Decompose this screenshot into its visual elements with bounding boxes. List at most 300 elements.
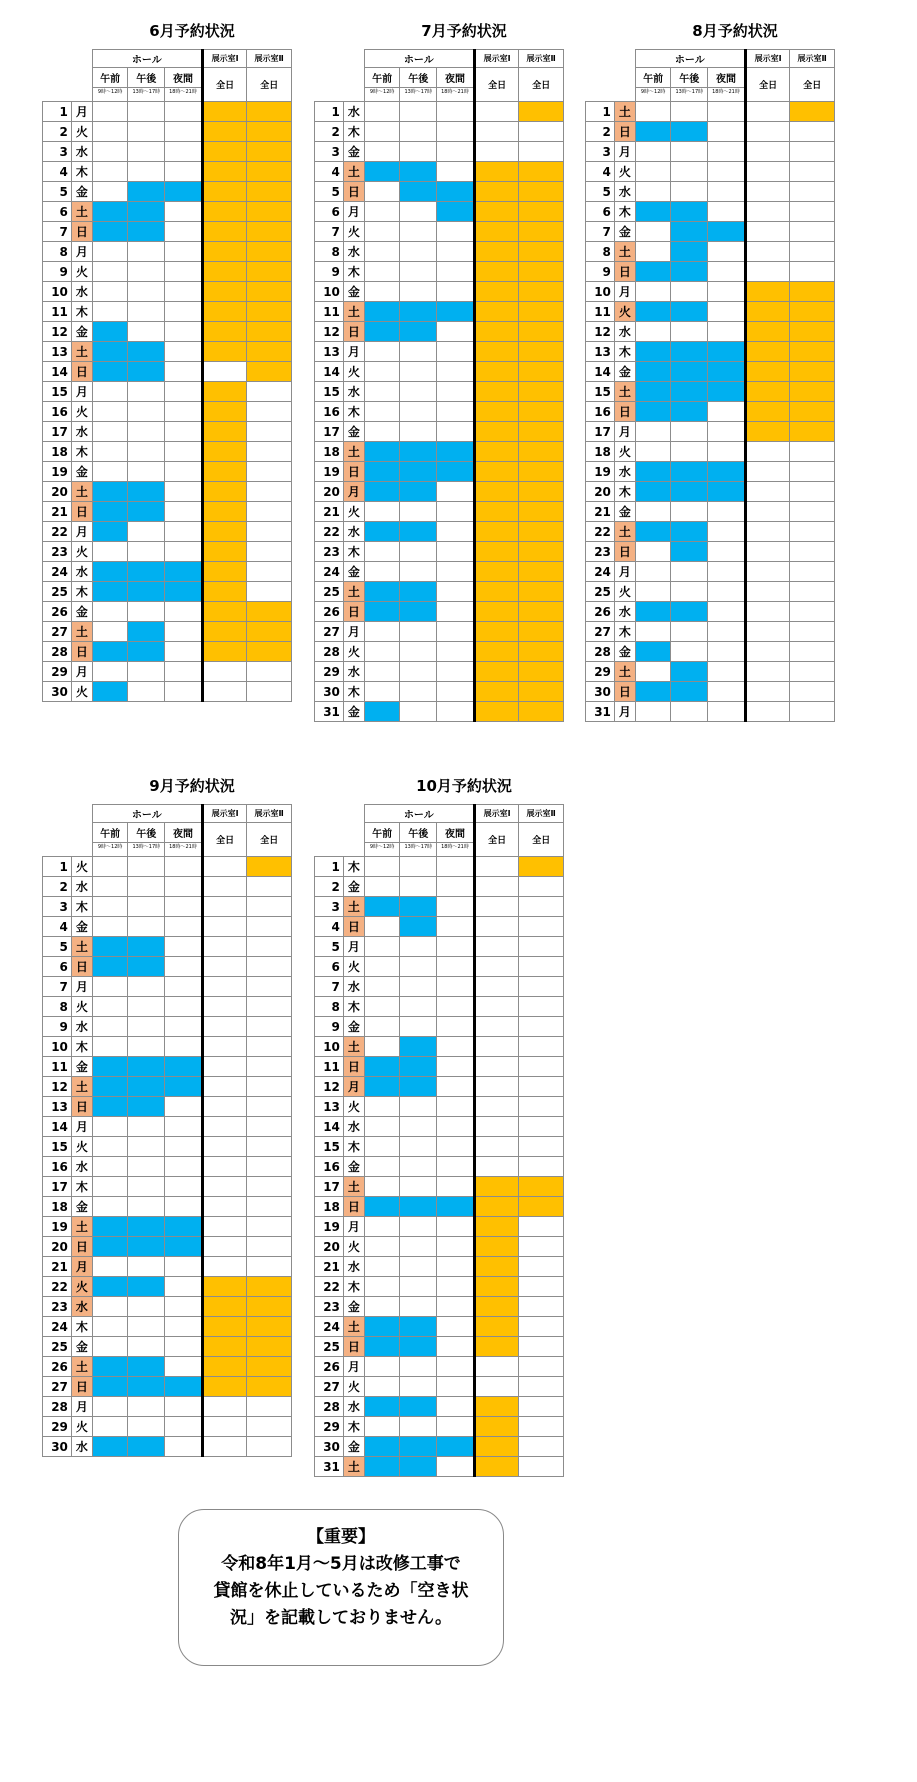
slot-morning xyxy=(364,1177,400,1197)
slot-morning xyxy=(92,1037,128,1057)
slot-afternoon xyxy=(400,102,437,122)
day-row xyxy=(315,442,564,462)
day-number: 8 xyxy=(43,997,72,1017)
slot-morning xyxy=(92,857,128,877)
slot-exhibit-1 xyxy=(202,442,247,462)
day-row xyxy=(43,877,292,897)
slot-afternoon xyxy=(400,542,437,562)
slot-afternoon xyxy=(671,602,708,622)
slot-exhibit-2 xyxy=(790,542,835,562)
day-weekday: 金 xyxy=(71,1337,92,1357)
slot-night xyxy=(165,1177,203,1197)
day-number: 16 xyxy=(315,402,344,422)
slot-afternoon xyxy=(128,662,165,682)
slot-morning xyxy=(92,302,128,322)
day-weekday: 木 xyxy=(343,997,364,1017)
day-row xyxy=(43,1217,292,1237)
slot-exhibit-1 xyxy=(474,682,519,702)
day-weekday: 土 xyxy=(343,162,364,182)
slot-exhibit-2 xyxy=(247,502,292,522)
day-weekday: 水 xyxy=(343,1117,364,1137)
day-row xyxy=(586,422,835,442)
slot-afternoon xyxy=(128,1357,165,1377)
slot-exhibit-1 xyxy=(474,382,519,402)
slot-night xyxy=(708,442,746,462)
day-number: 19 xyxy=(43,1217,72,1237)
slot-morning xyxy=(92,662,128,682)
header-afternoon: 午後 xyxy=(400,68,437,88)
slot-afternoon xyxy=(671,342,708,362)
slot-afternoon xyxy=(128,522,165,542)
slot-exhibit-2 xyxy=(519,542,564,562)
day-weekday: 木 xyxy=(614,622,635,642)
slot-night xyxy=(165,642,203,662)
day-row xyxy=(586,362,835,382)
day-row xyxy=(315,857,564,877)
slot-exhibit-1 xyxy=(745,202,790,222)
day-row xyxy=(43,1017,292,1037)
slot-exhibit-2 xyxy=(519,1277,564,1297)
day-number: 29 xyxy=(315,1417,344,1437)
day-row xyxy=(586,602,835,622)
day-weekday: 土 xyxy=(343,1317,364,1337)
day-number: 21 xyxy=(43,502,72,522)
day-weekday: 水 xyxy=(343,242,364,262)
slot-exhibit-2 xyxy=(519,262,564,282)
slot-morning xyxy=(364,242,400,262)
header-night: 夜間 xyxy=(437,68,475,88)
slot-exhibit-2 xyxy=(519,342,564,362)
slot-afternoon xyxy=(128,502,165,522)
day-row xyxy=(586,462,835,482)
slot-exhibit-1 xyxy=(474,542,519,562)
slot-exhibit-1 xyxy=(202,877,247,897)
calendar-august xyxy=(585,20,835,722)
slot-night xyxy=(437,1237,475,1257)
slot-night xyxy=(165,1357,203,1377)
slot-morning xyxy=(92,322,128,342)
day-row xyxy=(586,522,835,542)
slot-night xyxy=(708,642,746,662)
day-number: 15 xyxy=(315,382,344,402)
slot-night xyxy=(437,1357,475,1377)
slot-night xyxy=(708,282,746,302)
day-number: 4 xyxy=(43,917,72,937)
slot-morning xyxy=(635,562,671,582)
slot-morning xyxy=(364,302,400,322)
day-row xyxy=(43,1177,292,1197)
slot-exhibit-2 xyxy=(519,997,564,1017)
day-row xyxy=(43,1257,292,1277)
slot-exhibit-2 xyxy=(790,502,835,522)
slot-morning xyxy=(92,422,128,442)
day-number: 31 xyxy=(315,1457,344,1477)
slot-afternoon xyxy=(128,322,165,342)
day-row xyxy=(315,262,564,282)
day-row xyxy=(315,702,564,722)
reservation-table xyxy=(314,804,564,1477)
slot-exhibit-1 xyxy=(202,682,247,702)
slot-exhibit-2 xyxy=(247,957,292,977)
slot-afternoon xyxy=(400,1117,437,1137)
slot-morning xyxy=(92,917,128,937)
slot-exhibit-2 xyxy=(247,282,292,302)
day-weekday: 日 xyxy=(71,1097,92,1117)
day-row xyxy=(43,917,292,937)
slot-morning xyxy=(364,602,400,622)
slot-exhibit-2 xyxy=(790,702,835,722)
day-weekday: 金 xyxy=(343,142,364,162)
day-number: 4 xyxy=(315,917,344,937)
day-number: 10 xyxy=(315,1037,344,1057)
day-weekday: 金 xyxy=(343,282,364,302)
slot-afternoon xyxy=(400,482,437,502)
day-row xyxy=(315,977,564,997)
slot-exhibit-1 xyxy=(202,182,247,202)
slot-exhibit-2 xyxy=(790,322,835,342)
slot-morning xyxy=(635,682,671,702)
slot-night xyxy=(165,897,203,917)
slot-night xyxy=(708,242,746,262)
slot-night xyxy=(437,342,475,362)
slot-afternoon xyxy=(400,957,437,977)
day-number: 26 xyxy=(315,1357,344,1377)
slot-exhibit-1 xyxy=(474,642,519,662)
slot-afternoon xyxy=(400,1237,437,1257)
slot-exhibit-1 xyxy=(474,1377,519,1397)
slot-night xyxy=(437,462,475,482)
slot-night xyxy=(165,1057,203,1077)
slot-night xyxy=(165,122,203,142)
day-number: 6 xyxy=(586,202,615,222)
day-number: 3 xyxy=(43,897,72,917)
day-weekday: 土 xyxy=(71,1217,92,1237)
slot-night xyxy=(437,1097,475,1117)
slot-afternoon xyxy=(128,937,165,957)
slot-morning xyxy=(364,382,400,402)
slot-night xyxy=(437,362,475,382)
day-row xyxy=(43,1117,292,1137)
header-afternoon-time: 13時〜17時 xyxy=(400,88,437,102)
day-number: 5 xyxy=(43,182,72,202)
day-row xyxy=(43,1377,292,1397)
day-number: 23 xyxy=(315,1297,344,1317)
slot-exhibit-2 xyxy=(247,1137,292,1157)
slot-afternoon xyxy=(671,582,708,602)
slot-exhibit-1 xyxy=(202,1197,247,1217)
slot-exhibit-1 xyxy=(474,1277,519,1297)
day-number: 13 xyxy=(43,1097,72,1117)
day-row xyxy=(315,242,564,262)
header-hall: ホール xyxy=(92,805,202,823)
slot-afternoon xyxy=(400,302,437,322)
slot-exhibit-2 xyxy=(247,937,292,957)
day-number: 17 xyxy=(43,422,72,442)
day-number: 23 xyxy=(315,542,344,562)
slot-morning xyxy=(364,1437,400,1457)
slot-exhibit-1 xyxy=(474,122,519,142)
day-row xyxy=(43,302,292,322)
day-weekday: 金 xyxy=(343,1297,364,1317)
slot-exhibit-2 xyxy=(247,1237,292,1257)
slot-night xyxy=(437,502,475,522)
slot-night xyxy=(708,622,746,642)
slot-afternoon xyxy=(400,1037,437,1057)
slot-exhibit-2 xyxy=(519,362,564,382)
slot-exhibit-2 xyxy=(519,462,564,482)
slot-morning xyxy=(364,1157,400,1177)
day-row xyxy=(586,622,835,642)
day-weekday: 火 xyxy=(343,957,364,977)
day-weekday: 月 xyxy=(614,142,635,162)
slot-afternoon xyxy=(128,122,165,142)
slot-exhibit-2 xyxy=(247,642,292,662)
slot-night xyxy=(165,422,203,442)
slot-night xyxy=(708,702,746,722)
slot-afternoon xyxy=(671,262,708,282)
slot-afternoon xyxy=(400,1077,437,1097)
slot-exhibit-2 xyxy=(519,857,564,877)
slot-exhibit-1 xyxy=(202,122,247,142)
day-number: 19 xyxy=(586,462,615,482)
day-row xyxy=(315,937,564,957)
day-weekday: 火 xyxy=(343,362,364,382)
slot-night xyxy=(437,702,475,722)
day-number: 4 xyxy=(586,162,615,182)
slot-afternoon xyxy=(400,997,437,1017)
slot-night xyxy=(165,242,203,262)
slot-morning xyxy=(92,642,128,662)
slot-exhibit-1 xyxy=(202,542,247,562)
slot-exhibit-1 xyxy=(474,1357,519,1377)
slot-exhibit-2 xyxy=(247,1077,292,1097)
day-weekday: 木 xyxy=(343,1417,364,1437)
day-weekday: 土 xyxy=(343,1037,364,1057)
slot-afternoon xyxy=(671,282,708,302)
slot-exhibit-1 xyxy=(202,262,247,282)
day-number: 3 xyxy=(315,142,344,162)
header-morning: 午前 xyxy=(92,823,128,843)
day-weekday: 金 xyxy=(343,702,364,722)
slot-morning xyxy=(364,877,400,897)
slot-morning xyxy=(364,342,400,362)
slot-exhibit-1 xyxy=(474,1257,519,1277)
slot-exhibit-1 xyxy=(202,1257,247,1277)
day-weekday: 月 xyxy=(343,482,364,502)
day-number: 27 xyxy=(43,622,72,642)
slot-night xyxy=(437,422,475,442)
slot-exhibit-1 xyxy=(745,562,790,582)
slot-afternoon xyxy=(128,1177,165,1197)
slot-night xyxy=(437,682,475,702)
slot-morning xyxy=(92,102,128,122)
day-number: 13 xyxy=(315,1097,344,1117)
slot-morning xyxy=(635,602,671,622)
slot-afternoon xyxy=(128,402,165,422)
slot-night xyxy=(708,482,746,502)
slot-night xyxy=(437,997,475,1017)
slot-exhibit-1 xyxy=(745,522,790,542)
slot-exhibit-1 xyxy=(474,1177,519,1197)
day-number: 12 xyxy=(43,1077,72,1097)
slot-morning xyxy=(92,1157,128,1177)
slot-exhibit-1 xyxy=(474,162,519,182)
slot-exhibit-2 xyxy=(519,622,564,642)
day-weekday: 水 xyxy=(71,422,92,442)
slot-night xyxy=(437,162,475,182)
slot-exhibit-1 xyxy=(202,1317,247,1337)
header-night-time: 18時〜21時 xyxy=(165,88,203,102)
day-row xyxy=(43,1437,292,1457)
day-row xyxy=(315,1217,564,1237)
slot-morning xyxy=(364,1097,400,1117)
day-number: 8 xyxy=(586,242,615,262)
slot-exhibit-2 xyxy=(519,1177,564,1197)
slot-afternoon xyxy=(671,242,708,262)
day-row xyxy=(315,582,564,602)
slot-morning xyxy=(364,1197,400,1217)
slot-exhibit-1 xyxy=(474,957,519,977)
slot-exhibit-2 xyxy=(247,122,292,142)
day-row xyxy=(43,122,292,142)
day-number: 6 xyxy=(315,957,344,977)
day-row xyxy=(315,382,564,402)
slot-night xyxy=(437,582,475,602)
slot-exhibit-2 xyxy=(790,562,835,582)
day-weekday: 日 xyxy=(71,642,92,662)
slot-exhibit-2 xyxy=(247,442,292,462)
day-row xyxy=(43,382,292,402)
slot-morning xyxy=(92,482,128,502)
slot-morning xyxy=(635,302,671,322)
slot-morning xyxy=(92,1397,128,1417)
slot-exhibit-2 xyxy=(247,182,292,202)
day-row xyxy=(586,102,835,122)
header-night: 夜間 xyxy=(165,68,203,88)
slot-morning xyxy=(92,1377,128,1397)
notice-line: 況」を記載しておりません。 xyxy=(229,1608,453,1628)
day-weekday: 木 xyxy=(343,857,364,877)
slot-exhibit-2 xyxy=(790,202,835,222)
day-row xyxy=(43,242,292,262)
slot-afternoon xyxy=(128,1037,165,1057)
day-number: 25 xyxy=(586,582,615,602)
slot-exhibit-2 xyxy=(519,1377,564,1397)
slot-exhibit-2 xyxy=(247,1117,292,1137)
day-weekday: 金 xyxy=(614,502,635,522)
slot-exhibit-1 xyxy=(202,997,247,1017)
slot-morning xyxy=(635,522,671,542)
day-row xyxy=(586,262,835,282)
slot-exhibit-2 xyxy=(790,482,835,502)
slot-afternoon xyxy=(128,1017,165,1037)
slot-night xyxy=(165,1257,203,1277)
day-number: 27 xyxy=(315,1377,344,1397)
slot-night xyxy=(437,1177,475,1197)
slot-night xyxy=(165,1417,203,1437)
slot-exhibit-2 xyxy=(790,262,835,282)
day-row xyxy=(43,162,292,182)
slot-night xyxy=(708,662,746,682)
day-weekday: 月 xyxy=(71,1117,92,1137)
slot-afternoon xyxy=(128,482,165,502)
day-weekday: 土 xyxy=(71,1357,92,1377)
slot-exhibit-1 xyxy=(202,222,247,242)
day-number: 9 xyxy=(43,262,72,282)
day-weekday: 木 xyxy=(343,1137,364,1157)
day-weekday: 日 xyxy=(71,362,92,382)
slot-morning xyxy=(364,202,400,222)
slot-afternoon xyxy=(671,482,708,502)
day-number: 29 xyxy=(43,662,72,682)
day-row xyxy=(43,442,292,462)
slot-exhibit-2 xyxy=(519,162,564,182)
day-row xyxy=(315,1117,564,1137)
day-weekday: 土 xyxy=(71,937,92,957)
slot-exhibit-1 xyxy=(202,1077,247,1097)
slot-night xyxy=(437,642,475,662)
slot-exhibit-2 xyxy=(247,1057,292,1077)
day-number: 10 xyxy=(586,282,615,302)
slot-night xyxy=(437,662,475,682)
header-all-day: 全日 xyxy=(202,68,247,102)
slot-exhibit-1 xyxy=(202,242,247,262)
day-row xyxy=(315,1177,564,1197)
slot-exhibit-2 xyxy=(519,917,564,937)
slot-night xyxy=(165,957,203,977)
slot-night xyxy=(708,202,746,222)
day-weekday: 水 xyxy=(614,322,635,342)
slot-exhibit-1 xyxy=(202,1377,247,1397)
slot-afternoon xyxy=(128,1397,165,1417)
slot-morning xyxy=(92,977,128,997)
header-morning-time: 9時〜12時 xyxy=(364,843,400,857)
slot-morning xyxy=(635,182,671,202)
day-row xyxy=(43,482,292,502)
slot-exhibit-2 xyxy=(247,522,292,542)
day-number: 4 xyxy=(315,162,344,182)
slot-night xyxy=(437,1017,475,1037)
slot-exhibit-1 xyxy=(474,142,519,162)
slot-afternoon xyxy=(671,502,708,522)
slot-exhibit-1 xyxy=(202,142,247,162)
slot-afternoon xyxy=(128,1137,165,1157)
slot-night xyxy=(437,542,475,562)
day-number: 1 xyxy=(315,102,344,122)
day-row xyxy=(586,442,835,462)
slot-exhibit-2 xyxy=(790,662,835,682)
slot-exhibit-1 xyxy=(474,422,519,442)
slot-afternoon xyxy=(400,1257,437,1277)
slot-exhibit-2 xyxy=(519,422,564,442)
slot-afternoon xyxy=(128,382,165,402)
day-number: 22 xyxy=(43,1277,72,1297)
slot-exhibit-2 xyxy=(519,562,564,582)
day-number: 28 xyxy=(586,642,615,662)
slot-exhibit-2 xyxy=(519,302,564,322)
slot-morning xyxy=(635,202,671,222)
day-number: 20 xyxy=(315,482,344,502)
slot-exhibit-1 xyxy=(474,242,519,262)
slot-exhibit-1 xyxy=(202,382,247,402)
slot-exhibit-2 xyxy=(247,1277,292,1297)
slot-night xyxy=(165,162,203,182)
slot-exhibit-2 xyxy=(247,342,292,362)
slot-night xyxy=(437,977,475,997)
slot-exhibit-1 xyxy=(202,602,247,622)
slot-morning xyxy=(364,582,400,602)
slot-afternoon xyxy=(400,1337,437,1357)
